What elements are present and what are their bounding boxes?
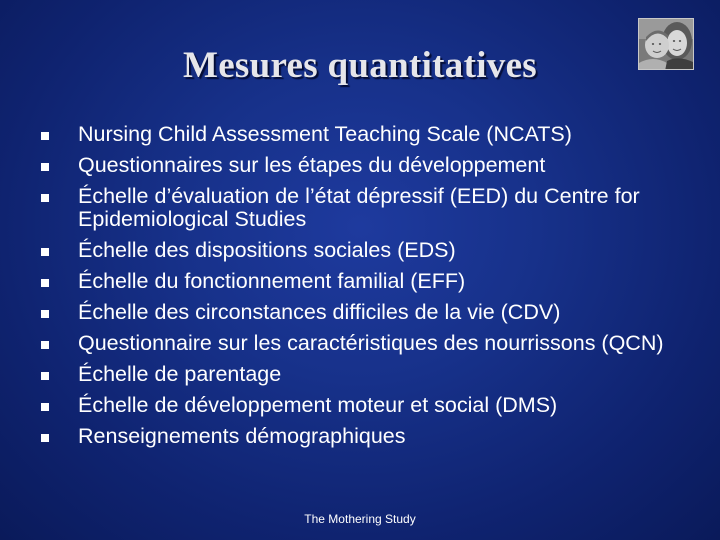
bullet-text: Questionnaire sur les caractéristiques des nourrissons (QCN) <box>78 331 664 355</box>
list-item <box>41 123 701 146</box>
square-bullet-icon <box>41 194 49 202</box>
bullet-text: Renseignements démographiques <box>78 424 406 448</box>
square-bullet-icon <box>41 403 49 411</box>
bullet-text: Questionnaires sur les étapes du développement <box>78 153 546 177</box>
square-bullet-icon <box>41 163 49 171</box>
mother-child-photo-icon <box>638 18 694 70</box>
slide-footer: The Mothering Study <box>304 512 416 526</box>
list-item <box>41 425 701 448</box>
list-item <box>41 363 701 386</box>
list-item <box>41 185 701 231</box>
list-item <box>41 270 701 293</box>
list-item <box>41 394 701 417</box>
slide-title: Mesures quantitatives <box>182 45 538 86</box>
bullet-text: Échelle des dispositions sociales (EDS) <box>78 238 456 262</box>
bullet-text: Échelle du fonctionnement familial (EFF) <box>78 269 466 293</box>
square-bullet-icon <box>41 310 49 318</box>
bullet-text: Échelle de parentage <box>78 362 282 386</box>
square-bullet-icon <box>41 372 49 380</box>
list-item <box>41 301 701 324</box>
square-bullet-icon <box>41 434 49 442</box>
bullet-text: Échelle de développement moteur et social (DMS) <box>78 393 558 417</box>
bullet-text: Échelle des circonstances difficiles de la vie (CDV) <box>78 300 561 324</box>
bullet-list <box>41 123 701 456</box>
square-bullet-icon <box>41 341 49 349</box>
list-item <box>41 332 701 355</box>
square-bullet-icon <box>41 279 49 287</box>
square-bullet-icon <box>41 132 49 140</box>
bullet-text: Nursing Child Assessment Teaching Scale (NCATS) <box>78 122 572 146</box>
list-item <box>41 154 701 177</box>
square-bullet-icon <box>41 248 49 256</box>
bullet-text: Échelle d’évaluation de l’état dépressif (EED) du Centre for Epidemiological Studies <box>78 184 640 231</box>
list-item <box>41 239 701 262</box>
